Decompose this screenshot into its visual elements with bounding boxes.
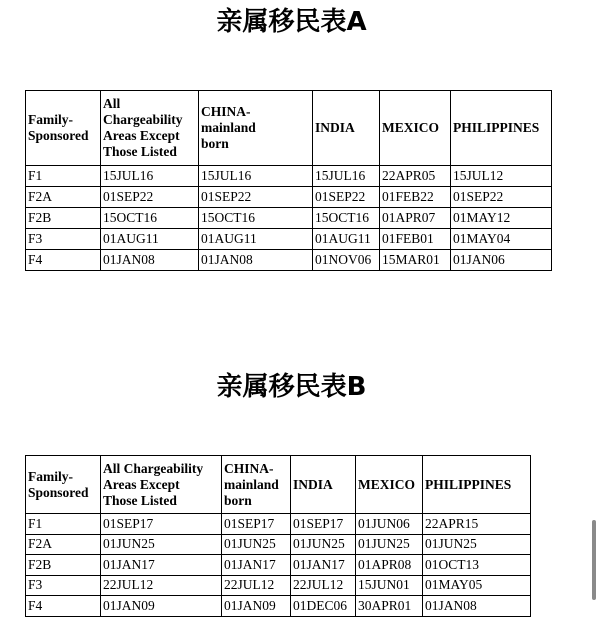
date-cell: 01APR07 [380,208,451,229]
header-india [291,456,356,514]
date-cell: 01JAN06 [451,250,552,271]
category-cell: F2B [26,555,101,576]
date-cell: 15JUL12 [451,166,552,187]
date-cell: 15OCT16 [199,208,313,229]
date-cell: 01SEP17 [291,514,356,535]
date-cell: 01JAN08 [199,250,313,271]
table-a [25,90,552,271]
scrollbar-thumb[interactable] [592,520,596,600]
header-china [199,91,313,166]
date-cell: 01SEP22 [313,187,380,208]
category-cell: F1 [26,514,101,535]
date-cell: 01JUN25 [101,534,222,555]
header-philippines [451,91,552,166]
date-cell: 15JUN01 [356,575,423,596]
date-cell: 01AUG11 [101,229,199,250]
date-cell: 01JUN25 [356,534,423,555]
date-cell: 01MAY05 [423,575,531,596]
table-a-header-row [26,91,552,166]
date-cell: 01MAY12 [451,208,552,229]
table-row [26,166,552,187]
date-cell: 01SEP17 [101,514,222,535]
category-cell: F3 [26,575,101,596]
header-family-sponsored [26,456,101,514]
header-india [313,91,380,166]
date-cell: 01JAN08 [423,596,531,617]
table-b-title: 亲属移民表B [216,372,367,402]
table-row [26,596,531,617]
date-cell: 01SEP22 [199,187,313,208]
header-mexico [356,456,423,514]
table-row [26,575,531,596]
header-label: INDIA [293,476,333,492]
date-cell: 01SEP17 [222,514,291,535]
category-cell: F2A [26,187,101,208]
date-cell: 15JUL16 [199,166,313,187]
category-cell: F1 [26,166,101,187]
header-label: All Chargeability Areas Except Those Listed [103,460,204,508]
date-cell: 01JUN25 [291,534,356,555]
date-cell: 01JUN06 [356,514,423,535]
date-cell: 22JUL12 [222,575,291,596]
header-mexico [380,91,451,166]
table-row [26,534,531,555]
header-label: MEXICO [358,476,415,492]
date-cell: 01JAN17 [222,555,291,576]
date-cell: 01JAN17 [291,555,356,576]
date-cell: 22APR05 [380,166,451,187]
date-cell: 01FEB01 [380,229,451,250]
date-cell: 01AUG11 [313,229,380,250]
date-cell: 01SEP22 [451,187,552,208]
date-cell: 30APR01 [356,596,423,617]
table-row [26,229,552,250]
date-cell: 01JAN09 [222,596,291,617]
header-all-chargeability [101,91,199,166]
date-cell: 15OCT16 [313,208,380,229]
table-row [26,187,552,208]
date-cell: 01JUN25 [222,534,291,555]
date-cell: 01APR08 [356,555,423,576]
date-cell: 01OCT13 [423,555,531,576]
category-cell: F4 [26,596,101,617]
date-cell: 01JAN08 [101,250,199,271]
date-cell: 01NOV06 [313,250,380,271]
date-cell: 01MAY04 [451,229,552,250]
table-row [26,250,552,271]
date-cell: 01AUG11 [199,229,313,250]
category-cell: F2B [26,208,101,229]
table-b [25,455,531,617]
header-family-sponsored [26,91,101,166]
table-row [26,555,531,576]
table-row [26,514,531,535]
header-label: PHILIPPINES [425,476,512,492]
date-cell: 22APR15 [423,514,531,535]
table-row [26,208,552,229]
header-label: All Chargeability Areas Except Those Listed [103,96,183,159]
date-cell: 01SEP22 [101,187,199,208]
date-cell: 01FEB22 [380,187,451,208]
header-label: Family- Sponsored [28,112,89,143]
header-all-chargeability [101,456,222,514]
date-cell: 01JAN09 [101,596,222,617]
date-cell: 15MAR01 [380,250,451,271]
category-cell: F2A [26,534,101,555]
header-label: INDIA [315,120,355,135]
category-cell: F4 [26,250,101,271]
table-a-title: 亲属移民表A [216,7,367,37]
date-cell: 01JUN25 [423,534,531,555]
date-cell: 01DEC06 [291,596,356,617]
header-label: CHINA- mainland born [224,460,279,508]
date-cell: 15OCT16 [101,208,199,229]
header-label: CHINA- mainland born [201,104,256,151]
date-cell: 01JAN17 [101,555,222,576]
date-cell: 22JUL12 [101,575,222,596]
header-label: Family- Sponsored [28,468,89,500]
category-cell: F3 [26,229,101,250]
date-cell: 15JUL16 [101,166,199,187]
header-label: PHILIPPINES [453,120,540,135]
header-philippines [423,456,531,514]
table-b-header-row [26,456,531,514]
date-cell: 15JUL16 [313,166,380,187]
date-cell: 22JUL12 [291,575,356,596]
header-label: MEXICO [382,120,439,135]
header-china [222,456,291,514]
